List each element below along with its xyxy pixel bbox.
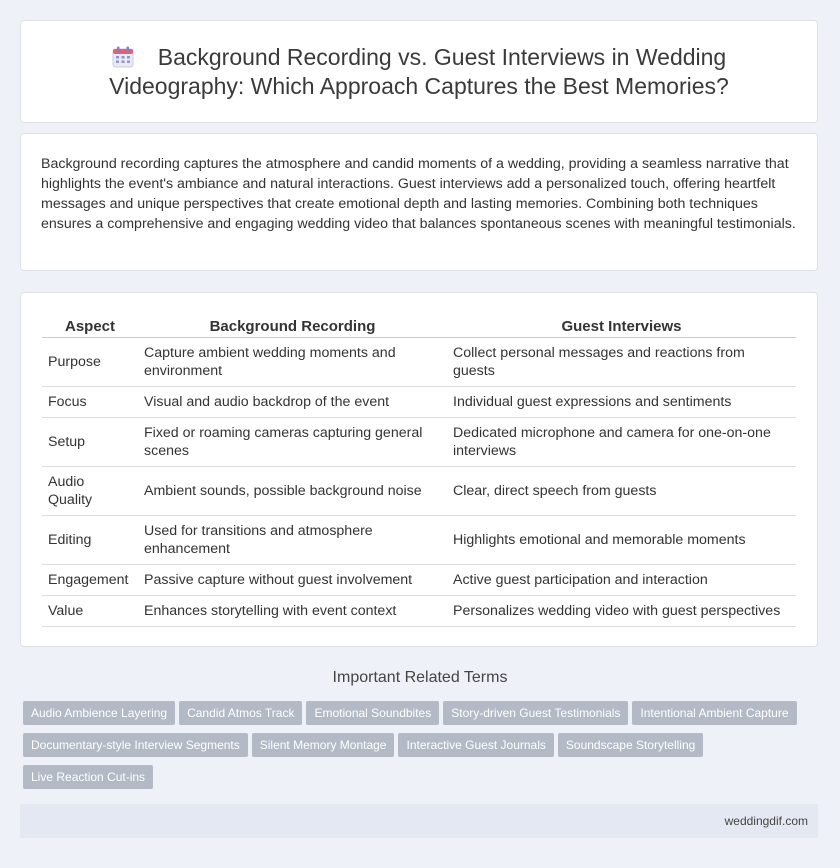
table-row	[42, 338, 796, 387]
table-row	[42, 565, 796, 596]
aspect-cell: Editing	[42, 516, 138, 565]
related-term-tag[interactable]: Live Reaction Cut-ins	[23, 765, 153, 789]
related-terms-list	[23, 701, 823, 797]
background-cell: Capture ambient wedding moments and environment	[138, 338, 447, 387]
column-header-guest: Guest Interviews	[447, 313, 796, 338]
column-header-background: Background Recording	[138, 313, 447, 338]
related-term-tag[interactable]: Emotional Soundbites	[306, 701, 439, 725]
background-cell: Used for transitions and atmosphere enhancement	[138, 516, 447, 565]
comparison-table	[42, 313, 796, 627]
related-term-tag[interactable]: Interactive Guest Journals	[398, 733, 553, 757]
aspect-cell: Purpose	[42, 338, 138, 387]
guest-cell: Personalizes wedding video with guest perspectives	[447, 596, 796, 627]
guest-cell: Highlights emotional and memorable moments	[447, 516, 796, 565]
related-term-tag[interactable]: Candid Atmos Track	[179, 701, 302, 725]
aspect-cell: Setup	[42, 418, 138, 467]
page-title	[59, 43, 779, 101]
related-term-tag[interactable]: Documentary-style Interview Segments	[23, 733, 248, 757]
related-term-tag[interactable]: Intentional Ambient Capture	[632, 701, 796, 725]
related-term-tag[interactable]: Silent Memory Montage	[252, 733, 395, 757]
table-row	[42, 418, 796, 467]
footer	[20, 804, 818, 838]
background-cell: Ambient sounds, possible background noise	[138, 467, 447, 516]
background-cell: Passive capture without guest involvement	[138, 565, 447, 596]
table-row	[42, 516, 796, 565]
guest-cell: Clear, direct speech from guests	[447, 467, 796, 516]
related-terms-heading: Important Related Terms	[332, 669, 508, 686]
guest-cell: Collect personal messages and reactions from guests	[447, 338, 796, 387]
guest-cell: Individual guest expressions and sentiments	[447, 387, 796, 418]
table-row	[42, 467, 796, 516]
aspect-cell: Focus	[42, 387, 138, 418]
page-title-text: Background Recording vs. Guest Interviews in Wedding Videography: Which Approach Captures the Best Memories?	[109, 43, 729, 99]
table-header-row	[42, 313, 796, 338]
background-cell: Enhances storytelling with event context	[138, 596, 447, 627]
footer-site-link[interactable]: weddingdif.com	[724, 814, 808, 828]
background-cell: Fixed or roaming cameras capturing general scenes	[138, 418, 447, 467]
related-term-tag[interactable]: Story-driven Guest Testimonials	[443, 701, 628, 725]
calendar-icon	[112, 46, 134, 68]
title-card	[20, 20, 818, 123]
table-row	[42, 596, 796, 627]
column-header-aspect: Aspect	[42, 313, 138, 338]
aspect-cell: Engagement	[42, 565, 138, 596]
table-row	[42, 387, 796, 418]
related-term-tag[interactable]: Audio Ambience Layering	[23, 701, 175, 725]
comparison-table-card	[20, 292, 818, 647]
summary-text: Background recording captures the atmosphere and candid moments of a wedding, providing a seamless narrative that highlights the event's ambiance and natural interactions. Guest interviews add a personalized touch, offering heartfelt messages and unique perspectives that create emotional depth and lasting memories. Combining both techniques ensures a comprehensive and engaging wedding video that balances spontaneous scenes with meaningful testimonials.	[41, 156, 796, 232]
aspect-cell: Value	[42, 596, 138, 627]
guest-cell: Dedicated microphone and camera for one-on-one interviews	[447, 418, 796, 467]
background-cell: Visual and audio backdrop of the event	[138, 387, 447, 418]
guest-cell: Active guest participation and interaction	[447, 565, 796, 596]
summary-card	[20, 133, 818, 271]
related-term-tag[interactable]: Soundscape Storytelling	[558, 733, 703, 757]
aspect-cell: Audio Quality	[42, 467, 138, 516]
